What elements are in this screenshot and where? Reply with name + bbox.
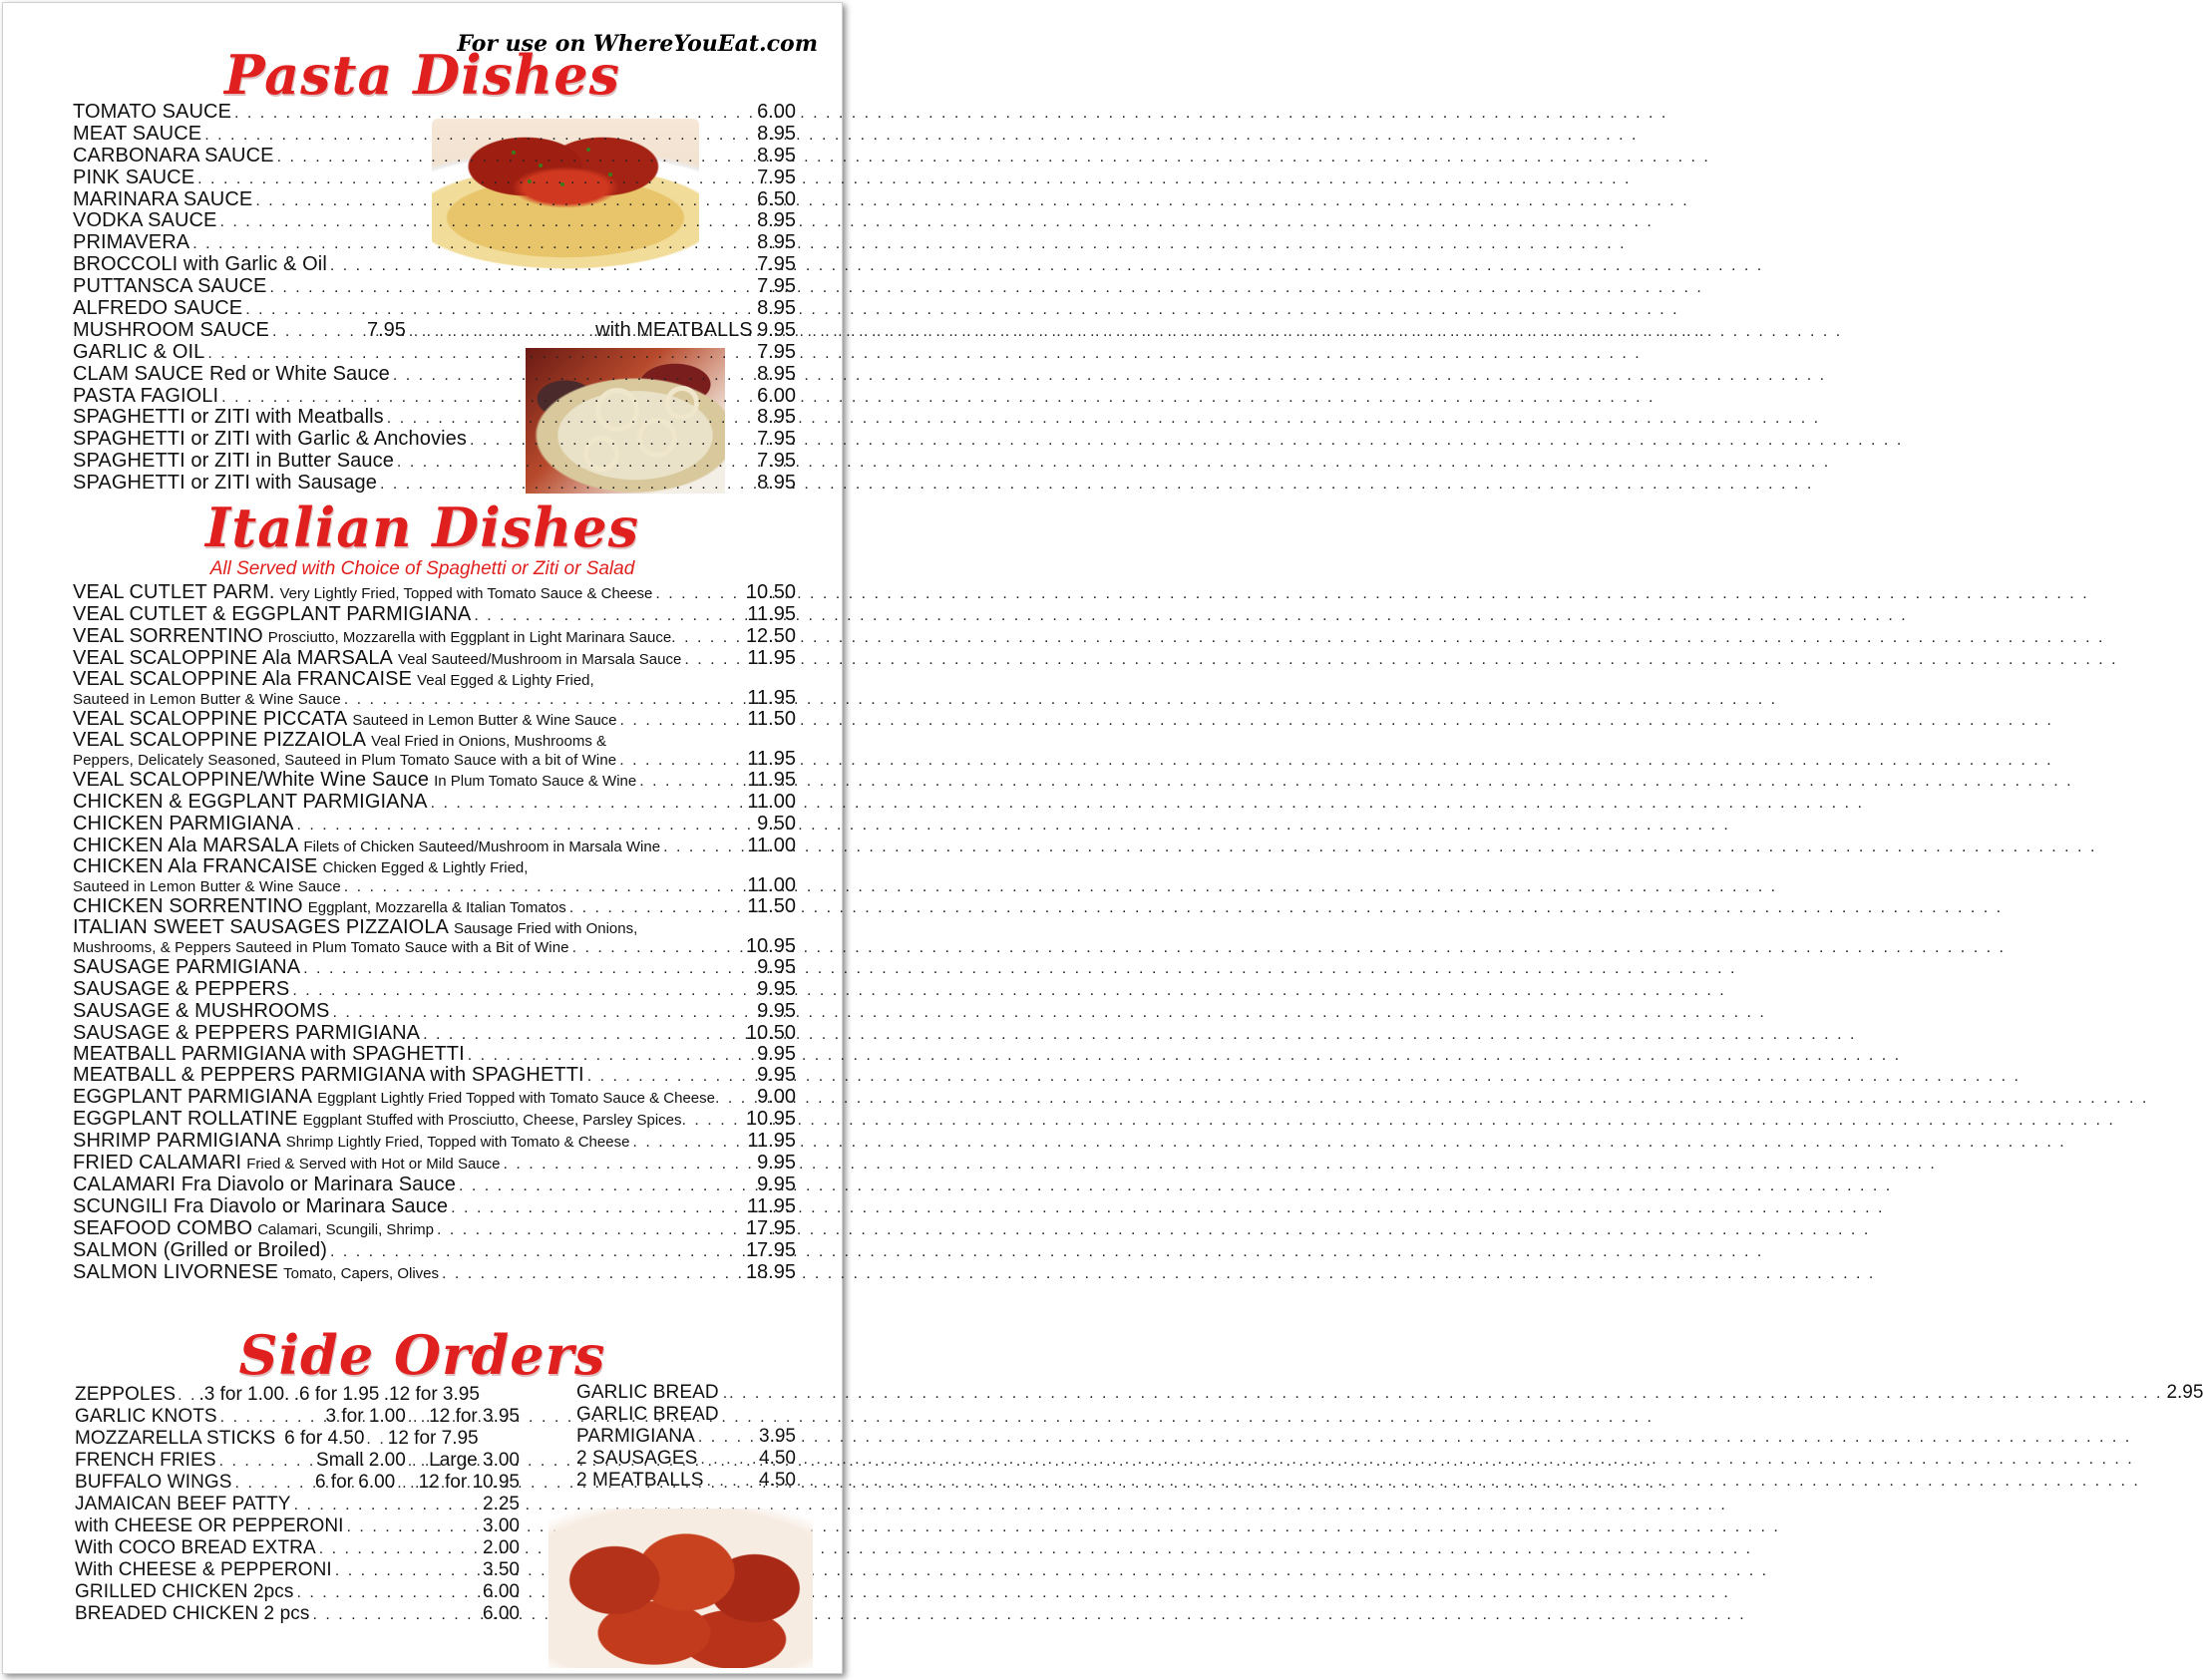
menu-item: 2 SAUSAGES . . . 4.50 [576, 1448, 796, 1470]
italian-subheading: All Served with Choice of Spaghetti or Ziti or Salad [209, 558, 635, 579]
menu-item: ALFREDO SAUCE . . . 8.95 [73, 298, 796, 320]
menu-item: BROCCOLI with Garlic & Oil . . . 7.95 [73, 254, 796, 276]
menu-item: SPAGHETTI or ZITI with Garlic & Anchovies . . . 7.95 [73, 429, 796, 451]
menu-item: VEAL SCALOPPINE PIZZAIOLA Veal Fried in Onions, Mushrooms & [73, 729, 607, 751]
menu-item: TOMATO SAUCE . . . 6.00 [73, 102, 796, 124]
menu-item: FRENCH FRIES . . . Small 2.00 . . Large 3.00 [75, 1450, 520, 1472]
watermark: For use on WhereYouEat.com [457, 31, 818, 57]
menu-item-cont: Peppers, Delicately Seasoned, Sauteed in Plum Tomato Sauce with a bit of Wine . . . 11.95 [73, 750, 796, 769]
buffalo-wings-photo [549, 1509, 813, 1668]
pasta-list [73, 102, 796, 495]
menu-item: CHICKEN PARMIGIANA . . . 9.50 [73, 813, 796, 835]
menu-item: MEATBALL & PEPPERS PARMIGIANA with SPAGHETTI . . . 9.95 [73, 1064, 796, 1086]
menu-item: EGGPLANT ROLLATINE Eggplant Stuffed with Prosciutto, Cheese, Parsley Spices . . . 10.95 [73, 1108, 796, 1130]
menu-item-cont: Mushrooms, & Peppers Sauteed in Plum Tomato Sauce with a Bit of Wine . . . 10.95 [73, 937, 796, 956]
menu-item: VEAL SCALOPPINE PICCATA Sauteed in Lemon Butter & Wine Sauce . . . 11.50 [73, 708, 796, 730]
menu-item: PARMIGIANA . . . 3.95 [576, 1426, 796, 1448]
menu-item: SPAGHETTI or ZITI with Meatballs . . . 8.95 [73, 407, 796, 429]
menu-item: VEAL CUTLET PARM. Very Lightly Fried, Topped with Tomato Sauce & Cheese . . . 10.50 [73, 581, 796, 603]
menu-item: FRIED CALAMARI Fried & Served with Hot or Mild Sauce . . . 9.95 [73, 1152, 796, 1174]
menu-item: PINK SAUCE . . . 7.95 [73, 168, 796, 189]
italian-list [73, 581, 796, 1283]
menu-item-cont: Sauteed in Lemon Butter & Wine Sauce . . . 11.95 [73, 689, 796, 708]
menu-item: With COCO BREAD EXTRA . . . 2.00 [75, 1537, 520, 1559]
menu-item: GRILLED CHICKEN 2pcs . . . 6.00 [75, 1581, 520, 1603]
menu-item: SHRIMP PARMIGIANA Shrimp Lightly Fried, Topped with Tomato & Cheese . . . 11.95 [73, 1130, 796, 1152]
menu-item: BUFFALO WINGS . . . 6 for 6.00 . . 12 for 10.95 [75, 1472, 520, 1494]
menu-item: MUSHROOM SAUCE . . . 7.95 . . . with MEATBALLS 9.95 [73, 320, 796, 342]
menu-item: SALMON (Grilled or Broiled) . . . 17.95 [73, 1239, 796, 1261]
menu-item: SAUSAGE & PEPPERS PARMIGIANA . . . 10.50 [73, 1022, 796, 1044]
menu-item: with CHEESE OR PEPPERONI . . . 3.00 [75, 1515, 520, 1537]
menu-page [2, 2, 2203, 1674]
menu-item: CALAMARI Fra Diavolo or Marinara Sauce . . . 9.95 [73, 1174, 796, 1195]
side-orders-heading: Side Orders [238, 1323, 606, 1387]
menu-item: MEAT SAUCE . . . 8.95 [73, 124, 796, 146]
side-orders-right [576, 1382, 2203, 1492]
menu-item: VEAL SCALOPPINE/White Wine Sauce In Plum Tomato Sauce & Wine . . . 11.95 [73, 769, 796, 791]
menu-item: PRIMAVERA . . . 8.95 [73, 232, 796, 254]
menu-item: GARLIC BREAD [576, 1404, 719, 1425]
menu-item: SAUSAGE & PEPPERS . . . 9.95 [73, 978, 796, 1000]
menu-item: SAUSAGE & MUSHROOMS . . . 9.95 [73, 1000, 796, 1022]
menu-item: With CHEESE & PEPPERONI . . . 3.50 [75, 1559, 520, 1581]
menu-item: VEAL SCALOPPINE Ala FRANCAISE Veal Egged & Lighty Fried, [73, 668, 594, 690]
italian-heading: Italian Dishes [204, 496, 640, 559]
menu-item: MARINARA SAUCE . . . 6.50 [73, 189, 796, 211]
menu-item: SALMON LIVORNESE Tomato, Capers, Olives . . . 18.95 [73, 1261, 796, 1283]
menu-item: PASTA FAGIOLI . . . 6.00 [73, 386, 796, 408]
menu-item: VEAL SCALOPPINE Ala MARSALA Veal Sauteed/Mushroom in Marsala Sauce . . . 11.95 [73, 647, 796, 669]
menu-item: SPAGHETTI or ZITI in Butter Sauce . . . 7.95 [73, 451, 796, 473]
menu-item: 2 MEATBALLS . . . 4.50 [576, 1470, 796, 1492]
menu-item: ITALIAN SWEET SAUSAGES PIZZAIOLA Sausage Fried with Onions, [73, 916, 638, 938]
menu-item: GARLIC BREAD . . . . 2.95 [576, 1382, 796, 1404]
menu-item: CHICKEN Ala MARSALA Filets of Chicken Sauteed/Mushroom in Marsala Wine . . . 11.00 [73, 835, 796, 856]
menu-item: EGGPLANT PARMIGIANA Eggplant Lightly Fried Topped with Tomato Sauce & Cheese . . . 9.00 [73, 1086, 796, 1108]
side-orders-left [75, 1384, 520, 1625]
menu-item: VODKA SAUCE . . . 8.95 [73, 210, 796, 232]
menu-item: PUTTANSCA SAUCE . . . 7.95 [73, 276, 796, 298]
menu-item: ZEPPOLES . . .3 for 1.00. .6 for 1.95 .12 for 3.95 [75, 1384, 520, 1406]
menu-item-cont: Sauteed in Lemon Butter & Wine Sauce . . . 11.00 [73, 876, 796, 895]
menu-item: CHICKEN & EGGPLANT PARMIGIANA . . . 11.00 [73, 791, 796, 813]
menu-item: CARBONARA SAUCE . . . 8.95 [73, 146, 796, 168]
menu-item: CHICKEN SORRENTINO Eggplant, Mozzarella & Italian Tomatos . . . 11.50 [73, 895, 796, 917]
menu-item: MEATBALL PARMIGIANA with SPAGHETTI . . . 9.95 [73, 1044, 796, 1064]
menu-item: GARLIC KNOTS . . . 3 for 1.00 . . 12 for 3.95 [75, 1406, 520, 1428]
menu-item: VEAL CUTLET & EGGPLANT PARMIGIANA . . . 11.95 [73, 603, 796, 625]
menu-item: VEAL SORRENTINO Prosciutto, Mozzarella with Eggplant in Light Marinara Sauce . . . 12.50 [73, 625, 796, 647]
menu-item: SCUNGILI Fra Diavolo or Marinara Sauce . . . 11.95 [73, 1195, 796, 1217]
menu-item: BREADED CHICKEN 2 pcs . . . 6.00 [75, 1603, 520, 1625]
menu-item: MOZZARELLA STICKS 6 for 4.50 . . 12 for 7.95 [75, 1428, 520, 1450]
menu-item: SEAFOOD COMBO Calamari, Scungili, Shrimp . . . 17.95 [73, 1217, 796, 1239]
menu-item: CLAM SAUCE Red or White Sauce . . . 8.95 [73, 364, 796, 386]
pasta-heading: Pasta Dishes [223, 43, 621, 107]
menu-item: GARLIC & OIL . . . 7.95 [73, 342, 796, 364]
menu-item: JAMAICAN BEEF PATTY . . . 2.25 [75, 1494, 520, 1515]
menu-item: CHICKEN Ala FRANCAISE Chicken Egged & Lightly Fried, [73, 855, 529, 877]
menu-item: SPAGHETTI or ZITI with Sausage . . . 8.95 [73, 473, 796, 495]
menu-item: SAUSAGE PARMIGIANA . . . 9.95 [73, 956, 796, 978]
